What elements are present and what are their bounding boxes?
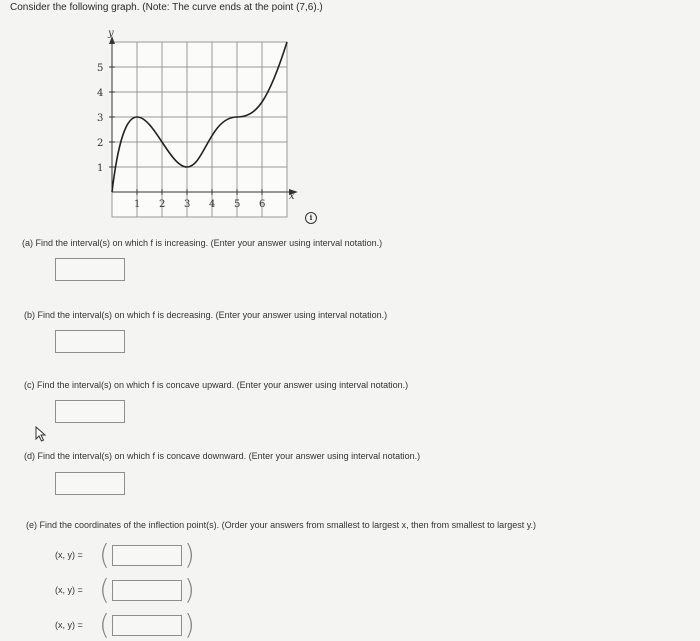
mouse-pointer-icon: [35, 426, 47, 442]
question-b: (b) Find the interval(s) on which f is decreasing. (Enter your answer using interval notation.): [24, 310, 388, 320]
y-axis-label: y: [108, 28, 114, 39]
problem-prompt: Consider the following graph. (Note: The curve ends at the point (7,6).): [10, 2, 323, 13]
x-tick-label: 5: [234, 199, 241, 210]
function-graph: [78, 22, 308, 222]
question-e: (e) Find the coordinates of the inflection point(s). (Order your answers from smallest to largest x, then from smallest to largest y.): [26, 520, 537, 530]
y-tick-label: 3: [97, 113, 104, 124]
inflection-point-2-input[interactable]: [112, 580, 182, 601]
x-axis-label: x: [289, 191, 295, 202]
x-tick-label: 1: [134, 199, 141, 210]
inflection-point-row-3: [55, 608, 195, 641]
close-paren: ): [183, 573, 195, 606]
y-tick-label: 5: [97, 63, 104, 74]
answer-a-input[interactable]: [55, 258, 125, 281]
close-paren: ): [183, 538, 195, 571]
close-paren: ): [183, 608, 195, 641]
answer-c-input[interactable]: [55, 400, 125, 423]
inflection-point-row-1: [55, 538, 195, 571]
y-tick-label: 1: [97, 163, 104, 174]
x-tick-label: 2: [159, 199, 166, 210]
x-tick-label: 6: [259, 199, 266, 210]
open-paren: (: [99, 573, 110, 606]
x-tick-label: 4: [209, 199, 216, 210]
question-a: (a) Find the interval(s) on which f is increasing. (Enter your answer using interval notation.): [22, 238, 383, 248]
inflection-point-3-input[interactable]: [112, 615, 182, 636]
y-tick-label: 4: [97, 88, 104, 99]
coord-label: (x, y) =: [55, 550, 83, 560]
coord-label: (x, y) =: [55, 620, 83, 630]
question-d: (d) Find the interval(s) on which f is concave downward. (Enter your answer using interval notation.): [24, 451, 421, 461]
y-tick-label: 2: [97, 138, 104, 149]
inflection-point-1-input[interactable]: [112, 545, 182, 566]
coord-label: (x, y) =: [55, 585, 83, 595]
inflection-point-row-2: [55, 573, 195, 606]
info-icon[interactable]: i: [305, 212, 317, 224]
answer-d-input[interactable]: [55, 472, 125, 495]
open-paren: (: [99, 608, 110, 641]
x-tick-label: 3: [184, 199, 191, 210]
graph-plot-area: [112, 42, 287, 217]
open-paren: (: [99, 538, 110, 571]
answer-b-input[interactable]: [55, 330, 125, 353]
question-c: (c) Find the interval(s) on which f is concave upward. (Enter your answer using interval notation.): [24, 380, 409, 390]
